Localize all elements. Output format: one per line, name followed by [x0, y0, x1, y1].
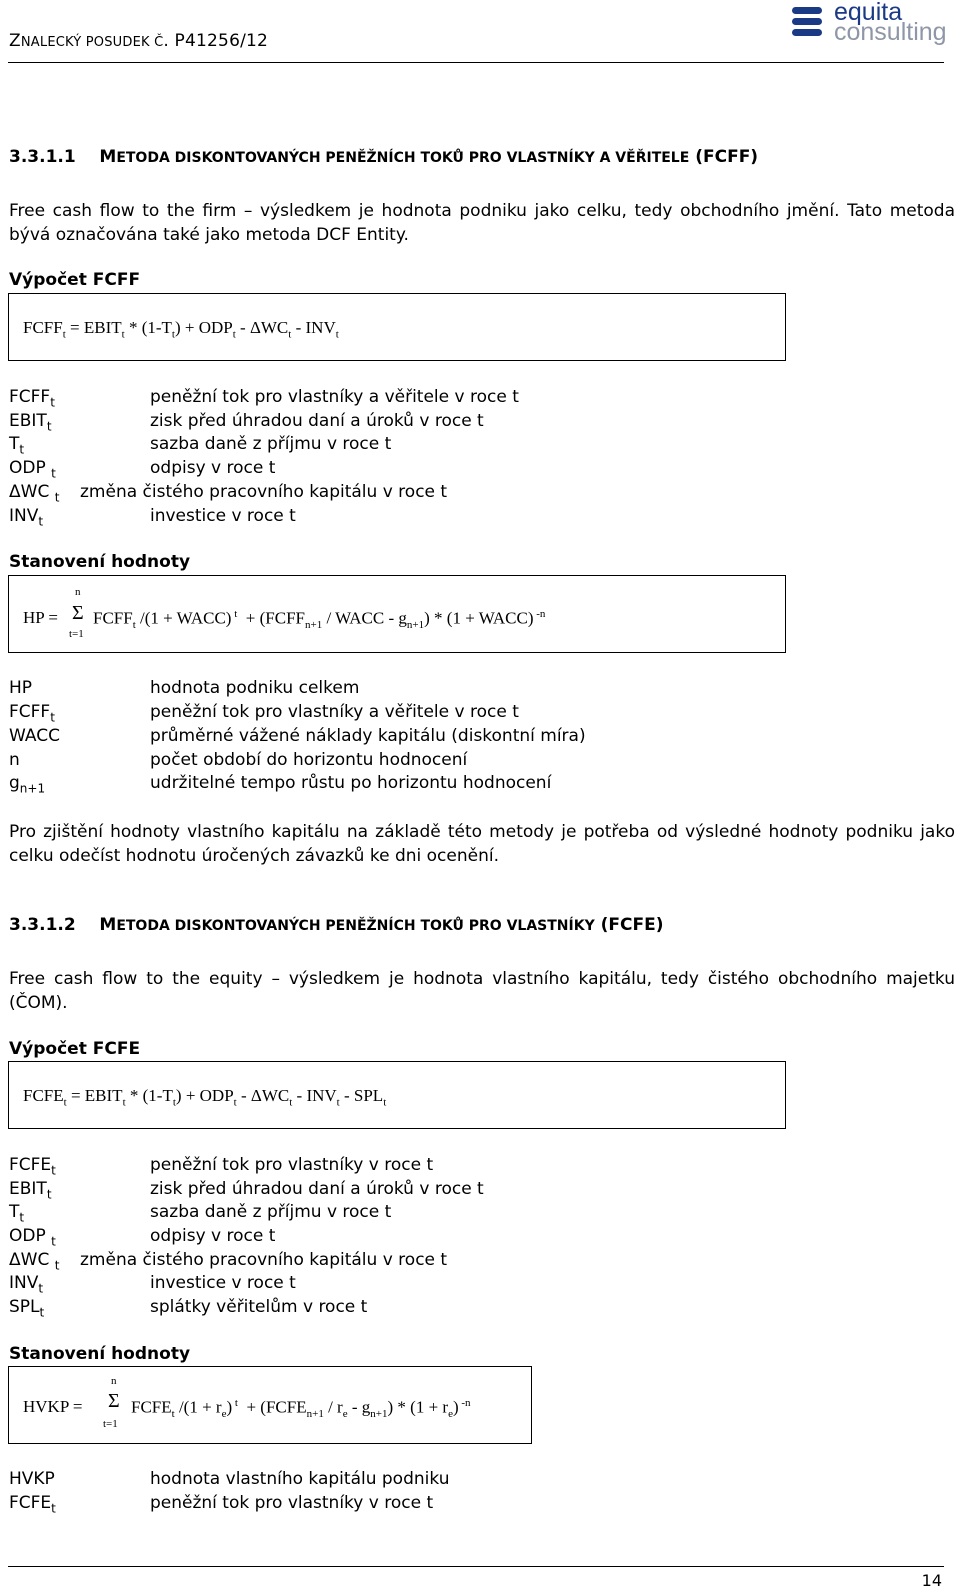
section1-closing: Pro zjištění hodnoty vlastního kapitálu na základě této metody je potřeba od výsledné hodnoty podniku jako celku odečíst hodnotu úročených závazků ke dni ocenění.: [9, 822, 955, 866]
fcff-value-heading: Stanovení hodnoty: [9, 552, 191, 572]
def-term: HP: [9, 678, 33, 698]
section1-intro: Free cash flow to the firm – výsledkem je hodnota podniku jako celku, tedy obchodního jmění. Tato metoda bývá označována také jako metoda DCF Entity.: [9, 201, 955, 245]
company-logo: [790, 2, 950, 46]
fcff-formula-box: [8, 293, 786, 361]
def-term: $INV_t$: [9, 1273, 44, 1296]
def-desc: počet období do horizontu hodnocení: [150, 750, 468, 770]
section-heading-fcfe: 3.3.1.2 METODA DISKONTOVANÝCH PENĚŽNÍCH TOKŮ PRO VLASTNÍKY (FCFE): [9, 915, 664, 935]
sum-symbol: Σ: [108, 1390, 120, 1412]
def-desc: hodnota vlastního kapitálu podniku: [150, 1469, 450, 1489]
def-term: ODP $_t$: [9, 1226, 56, 1249]
def-desc: změna čistého pracovního kapitálu v roce t: [80, 482, 448, 502]
logo-text-secondary: consulting: [834, 18, 947, 46]
hp-formula: HP =: [23, 608, 58, 627]
def-desc: změna čistého pracovního kapitálu v roce t: [80, 1250, 448, 1270]
logo-mark-icon: [790, 6, 826, 40]
def-term: ΔWC $_t$: [9, 482, 60, 505]
def-term: $EBIT_t$: [9, 411, 52, 434]
def-term: $FCFF_t$: [9, 702, 55, 725]
fcfe-value-heading: Stanovení hodnoty: [9, 1344, 191, 1364]
def-desc: odpisy v roce t: [150, 458, 276, 478]
def-term: WACC: [9, 726, 60, 746]
def-desc: sazba daně z příjmu v roce t: [150, 1202, 392, 1222]
def-desc: splátky věřitelům v roce t: [150, 1297, 368, 1317]
def-desc: investice v roce t: [150, 1273, 296, 1293]
def-term: $INV_t$: [9, 506, 44, 529]
def-term: ΔWC $_t$: [9, 1250, 60, 1273]
logo-text-primary: equita: [834, 0, 903, 26]
page-number: 14: [921, 1571, 942, 1590]
def-desc: sazba daně z příjmu v roce t: [150, 434, 392, 454]
def-term: $T_t$: [9, 434, 25, 457]
hvkp-formula-box: HVKP = n Σ t=1 $FCFE_t$ $/(1 + r_e)$ $^t + (FCFE_{n+1} / r_e - g_{n+1}) * (1 + r_e)$ $^{-n}$: [8, 1366, 532, 1444]
def-term: $FCFE_t$: [9, 1155, 56, 1178]
sum-symbol: Σ: [72, 602, 84, 624]
def-term: ODP $_t$: [9, 458, 56, 481]
header-divider: [8, 62, 944, 63]
section-heading-fcff: 3.3.1.1 METODA DISKONTOVANÝCH PENĚŽNÍCH TOKŮ PRO VLASTNÍKY A VĚŘITELE (FCFF): [9, 147, 759, 167]
fcfe-formula: $FCFE_t$ = $EBIT_t * (1-T_t) + ODP_t - \Delta WC_t - INV_t - SPL_t$: [23, 1086, 387, 1109]
def-desc: hodnota podniku celkem: [150, 678, 360, 698]
def-desc: peněžní tok pro vlastníky a věřitele v roce t: [150, 387, 519, 407]
def-desc: peněžní tok pro vlastníky a věřitele v roce t: [150, 702, 519, 722]
fcff-calc-heading: Výpočet FCFF: [9, 270, 141, 290]
def-term: $SPL_t$: [9, 1297, 45, 1320]
def-term: $g_{n+1}$: [9, 773, 46, 796]
def-term: HVKP: [9, 1469, 55, 1489]
def-desc: peněžní tok pro vlastníky v roce t: [150, 1155, 434, 1175]
hp-formula-box: HP = n Σ t=1 $FCFF_t$ /(1 + WACC) $^t + (FCFF_{n+1}$ / WACC - $g_{n+1}) * (1$ + WACC) $^{-n}$: [8, 575, 786, 653]
def-term: n: [9, 750, 20, 770]
def-desc: průměrné vážené náklady kapitálu (diskontní míra): [150, 726, 586, 746]
fcff-formula: $FCFF_t$ = $EBIT_t * (1-T_t) + ODP_t - \Delta WC_t - INV_t$: [23, 318, 339, 341]
def-term: $EBIT_t$: [9, 1179, 52, 1202]
hvkp-formula: HVKP =: [23, 1397, 83, 1416]
def-term: $FCFE_t$: [9, 1493, 56, 1516]
fcfe-formula-box: [8, 1061, 786, 1129]
def-desc: peněžní tok pro vlastníky v roce t: [150, 1493, 434, 1513]
def-desc: investice v roce t: [150, 506, 296, 526]
def-desc: udržitelné tempo růstu po horizontu hodnocení: [150, 773, 552, 793]
footer-divider: [8, 1566, 944, 1567]
def-desc: odpisy v roce t: [150, 1226, 276, 1246]
def-term: $T_t$: [9, 1202, 25, 1225]
section2-intro: Free cash flow to the equity – výsledkem je hodnota vlastního kapitálu, tedy čistého obchodního majetku (ČOM).: [9, 969, 955, 1013]
fcfe-calc-heading: Výpočet FCFE: [9, 1039, 141, 1059]
def-desc: zisk před úhradou daní a úroků v roce t: [150, 411, 484, 431]
document-title: ZNALECKÝ POSUDEK Č. P41256/12: [9, 31, 269, 51]
def-desc: zisk před úhradou daní a úroků v roce t: [150, 1179, 484, 1199]
def-term: $FCFF_t$: [9, 387, 55, 410]
